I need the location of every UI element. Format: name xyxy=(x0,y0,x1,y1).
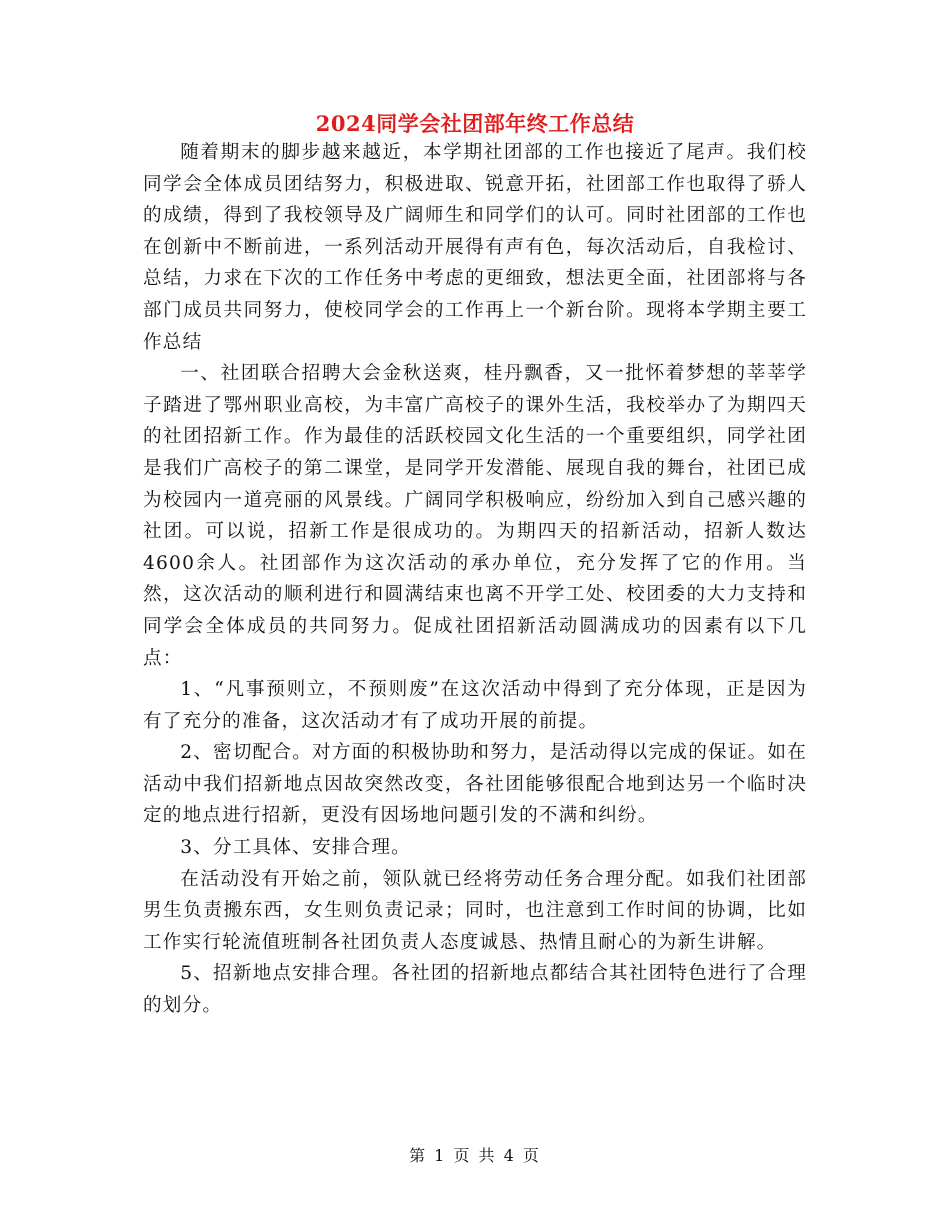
paragraph-section-one: 一、社团联合招聘大会金秋送爽，桂丹飘香，又一批怀着梦想的莘莘学子踏进了鄂州职业高校，为丰富广高校子的课外生活，我校举办了为期四天的社团招新工作。作为最佳的活跃校园文化生活的一个重要组织，同学社团是我们广高校子的第二课堂，是同学开发潜能、展现自我的舞台，社团已成为校园内一道亮丽的风景线。广阔同学积极响应，纷纷加入到自己感兴趣的社团。可以说，招新工作是很成功的。为期四天的招新活动，招新人数达4600余人。社团部作为这次活动的承办单位，充分发挥了它的作用。当然，这次活动的顺利进行和圆满结束也离不开学工处、校团委的大力支持和同学会全体成员的共同努力。促成社团招新活动圆满成功的因素有以下几点： xyxy=(143,363,807,669)
document-body xyxy=(143,137,807,1022)
paragraph-point-5: 5、招新地点安排合理。各社团的招新地点都结合其社团特色进行了合理的划分。 xyxy=(143,963,807,1017)
page-footer: 第 1 页 共 4 页 xyxy=(409,1146,541,1165)
paragraph-point-3-detail: 在活动没有开始之前，领队就已经将劳动任务合理分配。如我们社团部男生负责搬东西，女生则负责记录；同时，也注意到工作时间的协调，比如工作实行轮流值班制各社团负责人态度诚恳、热情且耐心的为新生讲解。 xyxy=(143,868,807,953)
paragraph-point-3: 3、分工具体、安排合理。 xyxy=(180,837,411,859)
paragraph-point-1: 1、“凡事预则立，不预则废”在这次活动中得到了充分体现，正是因为有了充分的准备，这次活动才有了成功开展的前提。 xyxy=(143,679,807,732)
paragraph-intro: 随着期末的脚步越来越近，本学期社团部的工作也接近了尾声。我们校同学会全体成员团结努力，积极进取、锐意开拓，社团部工作也取得了骄人的成绩，得到了我校领导及广阔师生和同学们的认可。同时社团部的工作也在创新中不断前进，一系列活动开展得有声有色，每次活动后，自我检讨、总结，力求在下次的工作任务中考虑的更细致，想法更全面，社团部将与各部门成员共同努力，使校同学会的工作再上一个新台阶。现将本学期主要工作总结 xyxy=(143,142,807,353)
paragraph-point-2: 2、密切配合。对方面的积极协助和努力，是活动得以完成的保证。如在活动中我们招新地点因故突然改变，各社团能够很配合地到达另一个临时决定的地点进行招新，更没有因场地问题引发的不满和纠纷。 xyxy=(143,742,807,827)
document-title: 2024同学会社团部年终工作总结 xyxy=(315,111,635,136)
